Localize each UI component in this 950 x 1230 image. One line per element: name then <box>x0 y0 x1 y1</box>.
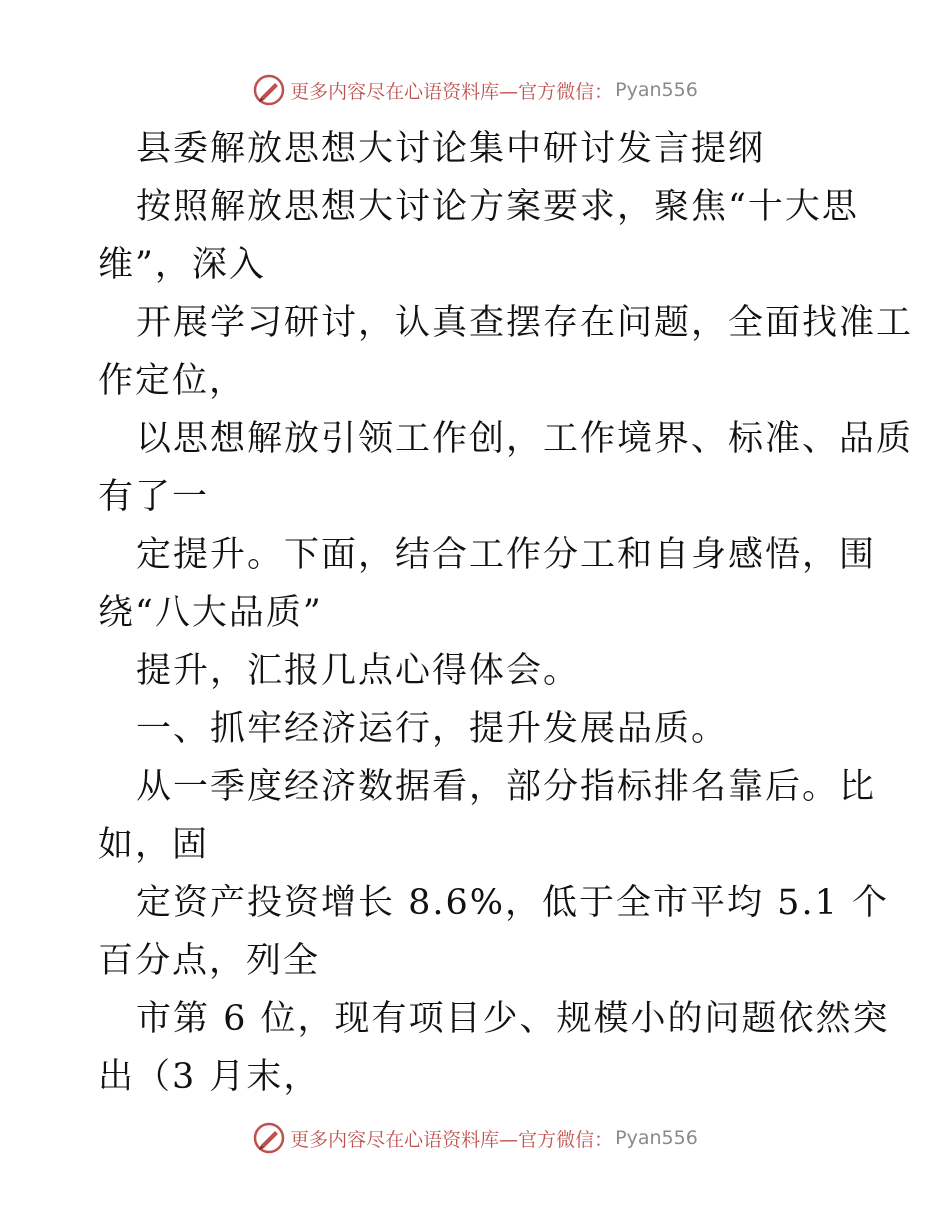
text-line: 有了一 <box>98 477 210 517</box>
watermark-wechat-id: Pyan556 <box>615 1127 698 1149</box>
pen-logo-icon <box>252 1121 286 1155</box>
watermark-text: 更多内容尽在心语资料库—官方微信： <box>290 80 614 103</box>
text-line: 市第 6 位，现有项目少、规模小的问题依然突 <box>136 999 890 1039</box>
text-line: 定资产投资增长 8.6%，低于全市平均 5.1 个 <box>136 883 889 923</box>
text-line: 绕“八大品质” <box>98 593 323 633</box>
footer-watermark <box>0 1118 950 1158</box>
text-line: 维”，深入 <box>98 245 266 285</box>
pen-logo-icon <box>252 73 286 107</box>
text-line: 一、抓牢经济运行，提升发展品质。 <box>136 709 729 749</box>
text-line: 以思想解放引领工作创，工作境界、标准、品质 <box>136 419 914 459</box>
text-line: 百分点，列全 <box>98 941 321 981</box>
text-line: 出（3 月末， <box>98 1057 321 1097</box>
text-line: 如，固 <box>98 825 210 865</box>
text-line: 提升，汇报几点心得体会。 <box>136 651 581 691</box>
watermark-text: 更多内容尽在心语资料库—官方微信： <box>290 1128 614 1151</box>
text-line: 定提升。下面，结合工作分工和自身感悟，围 <box>136 535 877 575</box>
text-line: 开展学习研讨，认真查摆存在问题，全面找准工 <box>136 303 914 343</box>
header-watermark <box>0 70 950 110</box>
text-line: 作定位， <box>98 361 247 401</box>
watermark-wechat-id: Pyan556 <box>615 79 698 101</box>
document-body <box>98 120 914 1106</box>
document-title: 县委解放思想大讨论集中研讨发言提纲 <box>136 129 766 169</box>
text-line: 从一季度经济数据看，部分指标排名靠后。比 <box>136 767 877 807</box>
text-line: 按照解放思想大讨论方案要求，聚焦“十大思 <box>136 187 859 227</box>
